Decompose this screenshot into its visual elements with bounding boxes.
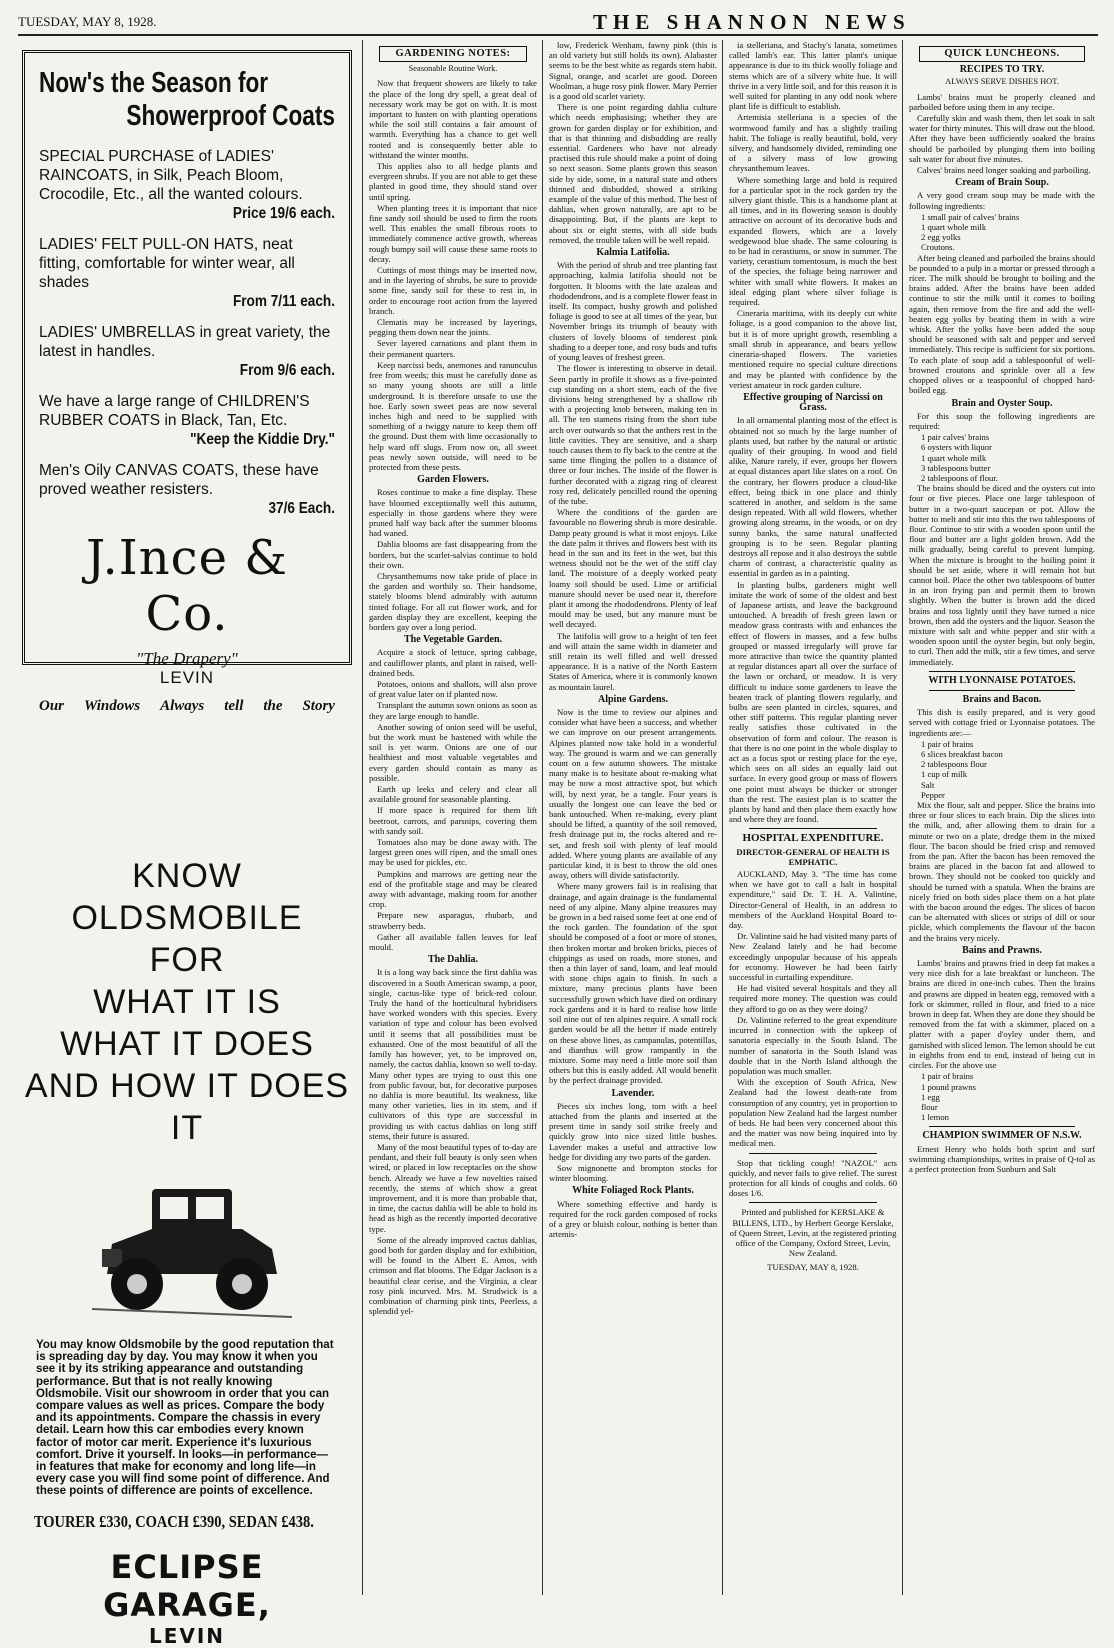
column-rule bbox=[542, 40, 543, 1595]
paragraph: With the period of shrub and tree planting fast approaching, kalmia latifolia should not be forgotten. It blooms with the late azaleas and rhododendrons, and is a complete flower feast in itself. Its compact, bushy growth and polished foliage is good to see at all times of the year, but November brings its triumph of beauty with clusters of lovely blooms of tenderest pink shading to a deeper tone, and rosy buds and tufts of young leaves of freshest green. bbox=[549, 260, 717, 363]
paragraph: With the exception of South Africa, New Zealand had the lowest death-rate from consumption of any country, yet in proportion to population New Zealand had the largest number of beds. He had been very concerned about this and the matter was now being inquired into by medical men. bbox=[729, 1077, 897, 1149]
paragraph: The brains should be diced and the oysters cut into four or five pieces. Place one large tablespoon of butter in a two-quart saucepan or pot. Allow the butter to melt and stir into this the two tablespoons of flour. Continue to stir with a wooden spoon until the flour and butter are a light golden brown. Add the milk gradually, being careful to prevent lumping. When the mixture is brought to the boiling point it should be set aside, where it will remain hot but cannot boil. Place the other two tablespoons of butter in an iron frying pan and permit them to brown slightly. When the butter is brown add the diced brains and toss lightly until they have turned a nice brown, then add the oysters and the liquor. Season the mixture with salt and white pepper and stir with a wooden spoon until the oyster begin, but only begin, to curl. Then add the milk, stir a few times, and serve immediately. bbox=[909, 483, 1095, 667]
paragraph: Roses continue to make a fine display. These have bloomed exceptionally well this autumn, especially in those gardens where they were pruned half way back after the summer blooms had waned. bbox=[369, 487, 537, 539]
list-item: 1 quart whole milk bbox=[921, 452, 987, 463]
section-heading: Garden Flowers. bbox=[417, 474, 489, 486]
ad-town: LEVIN bbox=[148, 1623, 226, 1648]
section-heading: Alpine Gardens. bbox=[597, 693, 668, 705]
paragraph: For this soup the following ingredients are required: bbox=[909, 410, 1095, 431]
list-item: 1 quart whole milk bbox=[921, 222, 987, 233]
paragraph: Where something effective and hardy is required for the rock garden composed of rocks of a grey or bluish colour, nothing is better than artemis- bbox=[549, 1198, 717, 1240]
list-item: 1 small pair of calves' brains bbox=[921, 211, 1020, 222]
section-heading: Kalmia Latifolia. bbox=[596, 247, 670, 259]
article-heading: QUICK LUNCHEONS. bbox=[919, 46, 1085, 62]
paragraph: Calves' brains need longer soaking and parboiling. bbox=[917, 165, 1091, 176]
paragraph: Pumpkins and marrows are getting near the end of the profitable stage and may be cleared away with advantage, making room for another crop. bbox=[369, 868, 537, 910]
paragraph: Ernest Henry who holds both sprint and surf swimming championships, writes in praise of Q-tol as a perfect protection from Sunburn and Salt bbox=[909, 1143, 1095, 1174]
paragraph: Acquire a stock of lettuce, spring cabbage, and cauliflower plants, and plant in raised, well-drained beds. bbox=[369, 647, 537, 678]
ad-drapery-name: "The Drapery" bbox=[136, 649, 238, 668]
paragraph: Cineraria maritima, with its deeply cut white foliage, is a good companion to the above list, but it is of more upright growth, resembling a small shrub in appearance, and bears yellow cineraria-shaped flowers. The varieties mentioned require no special culture directions and may be planted with confidence by the veriest amateur in rock garden culture. bbox=[729, 308, 897, 390]
section-heading: The Vegetable Garden. bbox=[403, 634, 503, 646]
quick-luncheons-column bbox=[909, 40, 1095, 1595]
ad-price: 37/6 Each. bbox=[268, 500, 335, 517]
paragraph: Some of the already improved cactus dahlias, good both for garden display and for exhibition, will be found in the Albert E. Amos, with crimson and flat blooms. The Edgar Jackson is a beautiful clear cerise, and the Virginia, a clear rosy pink incurved. Mrs. M. Strudwick is a combination of charming pink tints, Peerless, a splendid yel- bbox=[369, 1234, 537, 1317]
paragraph: Tomatoes also may be done away with. The largest green ones will ripen, and the small ones may be used for pickles, etc. bbox=[369, 837, 537, 868]
divider bbox=[929, 690, 1075, 691]
ad-headline: WHAT IT DOES bbox=[60, 1025, 314, 1063]
ingredient-list bbox=[909, 1071, 1095, 1122]
ince-drapery-advertisement bbox=[22, 50, 352, 714]
newspaper-title: THE SHANNON NEWS bbox=[593, 10, 911, 34]
paragraph: He had visited several hospitals and they all required more money. The question was could they afford to go on as they were doing? bbox=[729, 983, 897, 1014]
ad-price: From 9/6 each. bbox=[239, 362, 335, 379]
ad-body-text: You may know Oldsmobile by the good reputation that is spreading day by day. You may know it when you see it by its striking appearance and outstanding performance. But that is not really knowing Oldsmobile. Visit our showroom in order that you can compare values as well as prices. Compare the body and its appointments. Compare the chassis in every detail. Learn how this car embodies every known factor of motor car merit. Experience it's luxurious comfort. Drive it yourself. In looks—in performance—in features that make for economy and long life—in every case you will find some point of difference. And these points of difference are points of excellence. bbox=[36, 1339, 334, 1498]
recipe-heading: Brains and Bacon. bbox=[962, 693, 1042, 705]
ad-town: LEVIN bbox=[159, 668, 215, 687]
ad-item-rubber-coats: We have a large range of CHILDREN'S RUBBER COATS in Black, Tan, Etc. "Keep the Kiddie Dry." bbox=[39, 393, 335, 448]
paragraph: Chrysanthemums now take pride of place in the garden and worthily so. Their handsome, stately blooms blend admirably with autumn tinted foliage. For all cut flower work, and for garden display they are excellent, keeping the borders gay over a long period. bbox=[369, 570, 537, 632]
list-item: 2 egg yolks bbox=[921, 232, 961, 243]
paragraph: Dr. Valintine said he had visited many parts of New Zealand lately and he had become exceedingly unpopular because of his appeals for economy. However he had been fairly successful in curtailing expenditure. bbox=[729, 931, 897, 983]
ad-item-canvas-coats: Men's Oily CANVAS COATS, these have proved weather resisters. 37/6 Each. bbox=[39, 462, 335, 517]
paragraph: Mix the flour, salt and pepper. Slice the brains into three or four slices to each brain. Dip the slices into the milk, and, after allowing them to drain for a minute or two on a plate, dredge them in the mixed flour. The bacon should be fried crisp and removed from the pan. After the bacon has been removed the brains are placed in the bacon fat and allowed to brown. They should not be cooked too quickly and should be turned with a spatula. When the brains are nicely fried on both sides place them on a hot plate with the bacon around the edges. The slices of bacon can be alternated with slices or strips of dill or sour pickle, which complements the flavour of the bacon and the brains very nicely. bbox=[909, 800, 1095, 943]
recipe-heading: Bains and Prawns. bbox=[962, 944, 1042, 956]
ince-logo: J.Ince & Co. bbox=[86, 530, 288, 642]
list-item: flour bbox=[921, 1101, 938, 1112]
paragraph: Where many growers fail is in realising that drainage, and again drainage is the fundamental need of any alpine. Many alpine treasures may be grown in a bed raised some feet at one end of the rock garden. The foundation of the spot should be composed of a foot or more of stones, then broken mortar and broken bricks, pieces of chippings as used on roads, more stones, and then a thin layer of sand, loam, and leaf mould with stone chips again to finish. In such a mixture, many precious plants have been successfully grown which have died on ordinary rock gardens and it is hard to realise how little soil nine out of ten alpines require. A small rock garden would be all the better if made entirely on these above lines, as campanulas, potentillas, and dianthus will grow rampantly in the mixture. Some may need a little more soil than others but this is easily added. All would benefit by the perfect drainage provided. bbox=[549, 881, 717, 1086]
paragraph: Where the conditions of the garden are favourable no flowering shrub is more desirable. Damp peaty ground is what it most enjoys. Like the date palm it thrives and flowers best with its head in the sun and its feet in the wet, but this wetness should not be the wet of the stiff clay land. The moisture of a deeply worked peaty loamy soil should be used. Lime or artificial manure should never be used near it, therefore plant it among the rhododendrons. Plenty of leaf mould may be used, but any manure must be well decayed. bbox=[549, 507, 717, 630]
column-rule bbox=[722, 40, 723, 1595]
paragraph: Carefully skin and wash them, then let soak in salt water for thirty minutes. This will draw out the blood. After they have been sufficiently soaked the brains should be parboiled by plunging them into boiling salt water for about five minutes. bbox=[909, 113, 1095, 164]
ad-tagline: Our Windows Always tell the Story bbox=[39, 698, 335, 714]
ad-headline: Now's the Season for bbox=[39, 67, 269, 99]
paragraph: When planting trees it is important that nice fine sandy soil should be used to firm the roots well. This enables the small fibrous roots to immediately commence active growth, whereas rough bumpy soil will cause these same roots to decay. bbox=[369, 202, 537, 264]
nazol-advertisement: Stop that tickling cough! "NAZOL" acts quickly, and never fails to give relief. The surest protection for all kinds of coughs and colds. 60 doses 1/6. bbox=[729, 1157, 897, 1199]
article-heading: HOSPITAL EXPENDITURE. bbox=[742, 832, 884, 845]
article-heading: GARDENING NOTES: bbox=[379, 46, 527, 62]
divider bbox=[749, 1153, 877, 1154]
article-subheading: ALWAYS SERVE DISHES HOT. bbox=[945, 77, 1059, 87]
list-item: 1 pound prawns bbox=[921, 1081, 976, 1092]
vintage-car-icon bbox=[92, 1159, 292, 1329]
printer-imprint: Printed and published for KERSLAKE & BILLENS, LTD., by Herbert George Kerslake, of Queen Street, Levin, at the registered printing office of the Company, Oxford Street, Levin, New Zealand. bbox=[729, 1207, 897, 1259]
paragraph: Clematis may be increased by layerings, pegging them down near the joints. bbox=[369, 317, 537, 338]
paragraph: Prepare new asparagus, rhubarb, and strawberry beds. bbox=[369, 910, 537, 931]
section-heading: Effective grouping of Narcissi on Grass. bbox=[743, 391, 883, 414]
ad-item-umbrellas: LADIES' UMBRELLAS in great variety, the latest in handles. From 9/6 each. bbox=[39, 324, 335, 379]
issue-date: TUESDAY, MAY 8, 1928. bbox=[18, 14, 157, 29]
ingredient-list bbox=[909, 432, 1095, 483]
ad-prices: TOURER £330, COACH £390, SEDAN £438. bbox=[33, 1511, 314, 1531]
paragraph: Sow mignonette and brompton stocks for winter blooming. bbox=[549, 1162, 717, 1184]
paragraph: The flower is interesting to observe in detail. Seen partly in profile it shows as a five-pointed cup standing on a short stem, each of the five divisions being strengthened by a shallow rib with a projecting knob between, making ten in all. The ten stamens rising from the short tube arch over outwards so that the anthers rest in the little cavities. They are sensitive, and a sharp touch causes them to fly back to the centre at the same time flinging the pollen to a distance of three or four inches. The inside of the flower is further decorated with a zigzag ring of clearest rosy red, delicately pencilled round the opening of the tube. bbox=[549, 363, 717, 506]
ad-headline: KNOW OLDSMOBILE bbox=[71, 857, 303, 937]
list-item: 6 oysters with liquor bbox=[921, 442, 992, 453]
ad-price: Price 19/6 each. bbox=[232, 205, 335, 222]
divider bbox=[929, 1126, 1075, 1127]
divider bbox=[749, 1202, 877, 1203]
oldsmobile-advertisement bbox=[22, 855, 352, 1648]
paragraph: In all ornamental planting most of the effect is obtained not so much by the large number of plants used, but rather by the natural or artistic quality of their grouping. In wood and field alike, Nature rarely, if ever, groups her flowers at equal distances apart like slates on a roof. On the contrary, her flowers produce a cloud-like effect, being thick in one place and thinly scattered in another, and seldom is the same design repeated. With all wild flowers, whether growing along streams, in the woods, or on dry sunny banks, the same natural unaffected grouping is to be seen. Regular planting destroys all repose and it also destroys the subtle charm of contrast, a characteristic quality as essential in garden as in a painting. bbox=[729, 415, 897, 579]
paragraph: Sever layered carnations and plant them in their permanent quarters. bbox=[369, 338, 537, 359]
list-item: 1 egg bbox=[921, 1091, 940, 1102]
paragraph: Cuttings of most things may be inserted now, and in the layering of shrubs, be sure to provide some fine, sandy soil for these to rest in, in order to encourage root action from the layered branch. bbox=[369, 265, 537, 316]
paragraph: Artemisia stelleriana is a species of the wormwood family and has a slightly trailing habit. The foliage is really beautiful, bold, very silvery, and handsomely divided, reminding one of a silvery mass of low growing chrysanthemum leaves. bbox=[729, 112, 897, 174]
list-item: 2 tablespoons of flour. bbox=[921, 472, 998, 483]
section-heading: The Dahlia. bbox=[427, 954, 478, 966]
paragraph: Lambs' brains and prawns fried in deep fat makes a very nice dish for a late breakfast or luncheon. The brains are diced in one-inch cubes. Then the brains and prawns are dipped in beaten egg, removed with a fork or skimmer, rolled in flour, and fried to a nice brown in deep fat. When they are done they should be removed from the fat with a skimmer, placed on a platter with a paper d'oyley under them, and garnished with sliced lemon. The lemon should be cut in eighths from end to end, instead of being cut in circles. For the above use bbox=[909, 958, 1095, 1071]
column-rule bbox=[362, 40, 363, 1595]
ingredient-list bbox=[909, 212, 1095, 253]
list-item: 6 slices breakfast bacon bbox=[921, 749, 1003, 759]
paragraph: Where something large and bold is required for a particular spot in the rock garden try the silvery giant thistle. This is a handsome plant at all times, and in its flowering season is doubly attractive on account of its decorative buds and expanded flowers, which are a lovely wedgewood blue shade. The same colouring is to be had in cerastiums, or snow in summer. The variety, cerastium tomentosum, is much the best of the species, the foliage being narrower and whiter with small white flowers. It makes an ideal edging plant where silver foliage is required. bbox=[729, 174, 897, 308]
gardening-continued-column bbox=[549, 40, 717, 1595]
ad-slogan: "Keep the Kiddie Dry." bbox=[190, 431, 335, 448]
paragraph: Another sowing of onion seed will be useful, but the work must be hastened with while the soil is yet warm. Onions are one of our healthiest and most valuable vegetables and every garden should contain as many as possible. bbox=[369, 721, 537, 783]
paragraph: If more space is required for them lift beetroot, carrots, and parsnips, covering them with sandy soil. bbox=[369, 805, 537, 836]
list-item: Croutons. bbox=[921, 242, 955, 253]
list-item: 1 lemon bbox=[921, 1112, 949, 1123]
list-item: 1 cup of milk bbox=[921, 769, 968, 780]
imprint-date: TUESDAY, MAY 8, 1928. bbox=[767, 1262, 859, 1273]
gardening-notes-column bbox=[369, 40, 537, 1595]
ad-item-hats: LADIES' FELT PULL-ON HATS, neat fitting, comfortable for winter wear, all shades From 7/11 each. bbox=[39, 236, 335, 310]
masthead bbox=[18, 10, 1098, 36]
paragraph: There is one point regarding dahlia culture which needs emphasising; whether they are grown for garden display or for exhibition, and that is that thinning and disbudding are really essential. Gardeners who have not already practised this rule should make a point of doing so next season. Some plants grown this season side by side, some, in a natural state and others thinned and disbudded, showed a striking example of the value of this method. The best of dahlias, when grown naturally, are apt to be disappointing. But, if the plants are kept to about six or eight stems, with all side buds removed, the trouble taken will be well repaid. bbox=[549, 102, 717, 245]
list-item: Salt bbox=[921, 779, 935, 790]
list-item: Pepper bbox=[921, 789, 945, 800]
list-item: 3 tablespoons butter bbox=[921, 462, 991, 473]
paragraph: Now that frequent showers are likely to take the place of the long dry spell, a great deal of necessary work may be got on with. It is most important to hasten on with planting operations while the soil still contains a fair amount of warmth. Everything has a chance to get well rooted and is consequently better able to withstand the winter months. bbox=[369, 78, 537, 160]
divider bbox=[749, 828, 877, 829]
article-heading: CHAMPION SWIMMER OF N.S.W. bbox=[922, 1130, 1082, 1142]
paragraph: This applies also to all hedge plants and evergreen shrubs. If you are not able to get these planted in good time, they should stand over until spring. bbox=[369, 161, 537, 202]
paragraph: This dish is easily prepared, and is very good served with cottage fried or Lyonnaise potatoes. The ingredients are:— bbox=[909, 707, 1095, 738]
paragraph: Potatoes, onions and shallots, will also prove of great value later on if planted now. bbox=[369, 678, 537, 700]
paragraph: Lambs' brains must be properly cleaned and parboiled before using them in any recipe. bbox=[909, 91, 1095, 112]
paragraph: low, Frederick Wenham, fawny pink (this is an old variety but still holds its own). Alabaster seems to be the best white as regards stem habit. Signal, orange, and scarlet are good. Doreen Woolman, a huge rosy pink flower. Mary Perrier is a good old scarlet variety. bbox=[549, 40, 717, 102]
list-item: 1 pair of brains bbox=[921, 738, 974, 749]
list-item: 1 pair of brains bbox=[921, 1071, 974, 1082]
paragraph: Now is the time to review our alpines and consider what have been a success, and whether we can improve on our present arrangements. Alpines planted now take hold in a wonderful way. The ground is warm and we can generally count on a few autumn showers. The mistake many make is to hesitate about re-making what may be now a most attractive spot, but which will, by next year, be a tangle. Four years is usually the longest one can leave the bed or bank untouched. When re-making, every plant should be lifted, a quantity of the soil removed, fresh drainage put in, the rocks altered and re-set, and fresh soil with plenty of leaf mould added. Where young plants are available of any particular kind, it is best to throw the old ones away, others will divide satisfactorily. bbox=[549, 707, 717, 881]
paragraph: After being cleaned and parboiled the brains should be pounded to a pulp in a mortar or pressed through a ricer. The milk should be brought to boiling and the brains added. After the brains have been added continue to stir the milk until it comes to boiling again, then remove from the fire and add the well-beaten egg yolks by beating them in with a wire whisk. After the yolks have been added the soup should be seasoned with salt and pepper and served immediately. This recipe is sufficient for six portions. To each plate of soup add a tablespoonful of well-browned croutons and sprinkle over all a few chopped olives or a teaspoonful of chopped hard-boiled egg. bbox=[909, 252, 1095, 396]
paragraph: Transplant the autumn sown onions as soon as they are large enough to handle. bbox=[369, 700, 537, 721]
recipe-heading: Cream of Brain Soup. bbox=[955, 177, 1049, 189]
ad-headline: AND HOW IT DOES IT bbox=[24, 1067, 350, 1147]
section-heading: White Foliaged Rock Plants. bbox=[572, 1185, 694, 1197]
article-subheading: RECIPES TO TRY. bbox=[959, 64, 1045, 76]
paragraph: ia stelleriana, and Stachy's lanata, sometimes called lamb's ear. This latter plant's unique appearance is due to its thick woolly foliage and stems which are of a silvery white hue. It will thrive in a very little soil, and for this reason it is well suited for planting in any odd nook where plant life is difficult to establish. bbox=[729, 40, 897, 112]
ad-headline: WHAT IT IS bbox=[93, 983, 281, 1021]
paragraph: Dahlia blooms are fast disappearing from the borders, but the scarlet-salvias continue to hold their own. bbox=[369, 539, 537, 570]
list-item: 2 tablespoons flour bbox=[921, 759, 987, 770]
article-subheading: DIRECTOR-GENERAL OF HEALTH IS EMPHATIC. bbox=[736, 846, 890, 867]
paragraph: Dr. Valintine referred to the great expenditure incurred in connection with the upkeep of sanatoria especially in the South Island. The number of sanatoria in the South Island was double that in the North Island although the population was much smaller. bbox=[729, 1014, 897, 1076]
paragraph: The latifolia will grow to a height of ten feet and will attain the same width in diameter and still retain its well filled and well dressed appearance. It is a native of the North Eastern States of America, where it is commonly known as mountain laurel. bbox=[549, 630, 717, 692]
paragraph: Earth up leeks and celery and clear all available ground for seasonable planting. bbox=[369, 784, 537, 805]
ingredient-list bbox=[909, 739, 1095, 800]
paragraph: Gather all available fallen leaves for leaf mould. bbox=[369, 931, 537, 953]
ad-item-raincoats: SPECIAL PURCHASE of LADIES' RAINCOATS, in Silk, Peach Bloom, Crocodile, Etc., all the wanted colours. Price 19/6 each. bbox=[39, 148, 335, 222]
paragraph: It is a long way back since the first dahlia was discovered in a South American swamp, a poor, single, cactus-like type of brick-red colour. Truly the hand of the horticultural hybridisers have worked wonders with this species. Every variation of type and colour has been evolved until it seems that all possibilities must be exhausted. One of the most beautiful of all the family has however, yet, to be improved on, namely, the cactus dahlia, known so well to-day. Many other types are trying to oust this one from public favour, but, for decorative purposes no dahlia is more beautiful. Its weakness, like many other varieties, lies in its stem, and if cultivators of this type are successful in providing us with cactus dahlias on long stiff stems, their future is assured. bbox=[369, 967, 537, 1141]
paragraph: Pieces six inches long, torn with a heel attached from the plants and inserted at the present time in sandy soil strike freely and quickly grow into nice sized little bushes. Lavender makes a useful and attractive low hedge for dividing any two parts of the garden. bbox=[549, 1100, 717, 1162]
article-subheading: Seasonable Routine Work. bbox=[408, 64, 498, 74]
ad-price: From 7/11 each. bbox=[232, 293, 335, 310]
divider bbox=[929, 671, 1075, 672]
list-item: 1 pair calves' brains bbox=[921, 432, 990, 443]
gardening-hospital-column bbox=[729, 40, 897, 1595]
column-rule bbox=[902, 40, 903, 1595]
paragraph: AUCKLAND, May 3. "The time has come when we have got to call a halt in hospital expenditure," said Dr. T. H. A. Valintine, Director-General of Health, in an address to members of the Auckland Hospital Board to-day. bbox=[729, 869, 897, 931]
garage-name: ECLIPSE GARAGE, bbox=[103, 1547, 271, 1624]
ad-headline-coats: Showerproof Coats bbox=[126, 100, 335, 132]
section-heading: WITH LYONNAISE POTATOES. bbox=[928, 674, 1076, 686]
recipe-heading: Brain and Oyster Soup. bbox=[951, 397, 1053, 409]
paragraph: Keep narcissi beds, anemones and ranunculus free from weeds; this must be carefully done as so many young shoots are still a little underground. It is therefore unsafe to use the hoe. Early sown sweet peas are now several inches high and need to be supplied with something of a twiggy nature to keep them off the ground. Dust them with lime occasionally to help ward off slugs. From now on, all sweet peas newly sown outside, will need to be protected from these pests. bbox=[369, 359, 537, 472]
paragraph: A very good cream soup may be made with the following ingredients: bbox=[909, 190, 1095, 211]
ad-headline: FOR bbox=[149, 941, 225, 979]
paragraph: Many of the most beautiful types of to-day are pendant, and their full beauty is only seen when wired, or placed in low receptacles on the show bench. Already we have a few novelties raised recently, the stems of which show a great improvement, and it is more than probable that, in time, the cactus dahlia will be able to hold its head as high as the recently imported decorative type. bbox=[369, 1141, 537, 1234]
section-heading: Lavender. bbox=[611, 1087, 655, 1099]
paragraph: In planting bulbs, gardeners might well imitate the work of some of the oldest and best of Japanese artists, and leave the background untouched. A breadth of fresh green lawn or meadow grass contrasts with and enhances the effect of flowers in masses, and a few bulbs grouped or massed irregularly will prove far more attractive than twice the quantity planted at regular distances apart all over the surface of the lawn or orchard, or meadow. It is very difficult to induce some gardeners to leave the beaten track of planting flowers regularly, and bulbs are seen planted in circles, squares, and other stiff patterns. This regular planting never really satisfies those cultivated in the observation of form and colour. The reason is that there is no one point in the whole display to act as a focus spot or resting place for the eye, which sees on all sides an equally laid out surface. In every good group or mass of flowers one point must always be thicker or stronger than the rest. The easiest plan is to scatter the plants by hand and then place them exactly how and where they are found. bbox=[729, 579, 897, 825]
